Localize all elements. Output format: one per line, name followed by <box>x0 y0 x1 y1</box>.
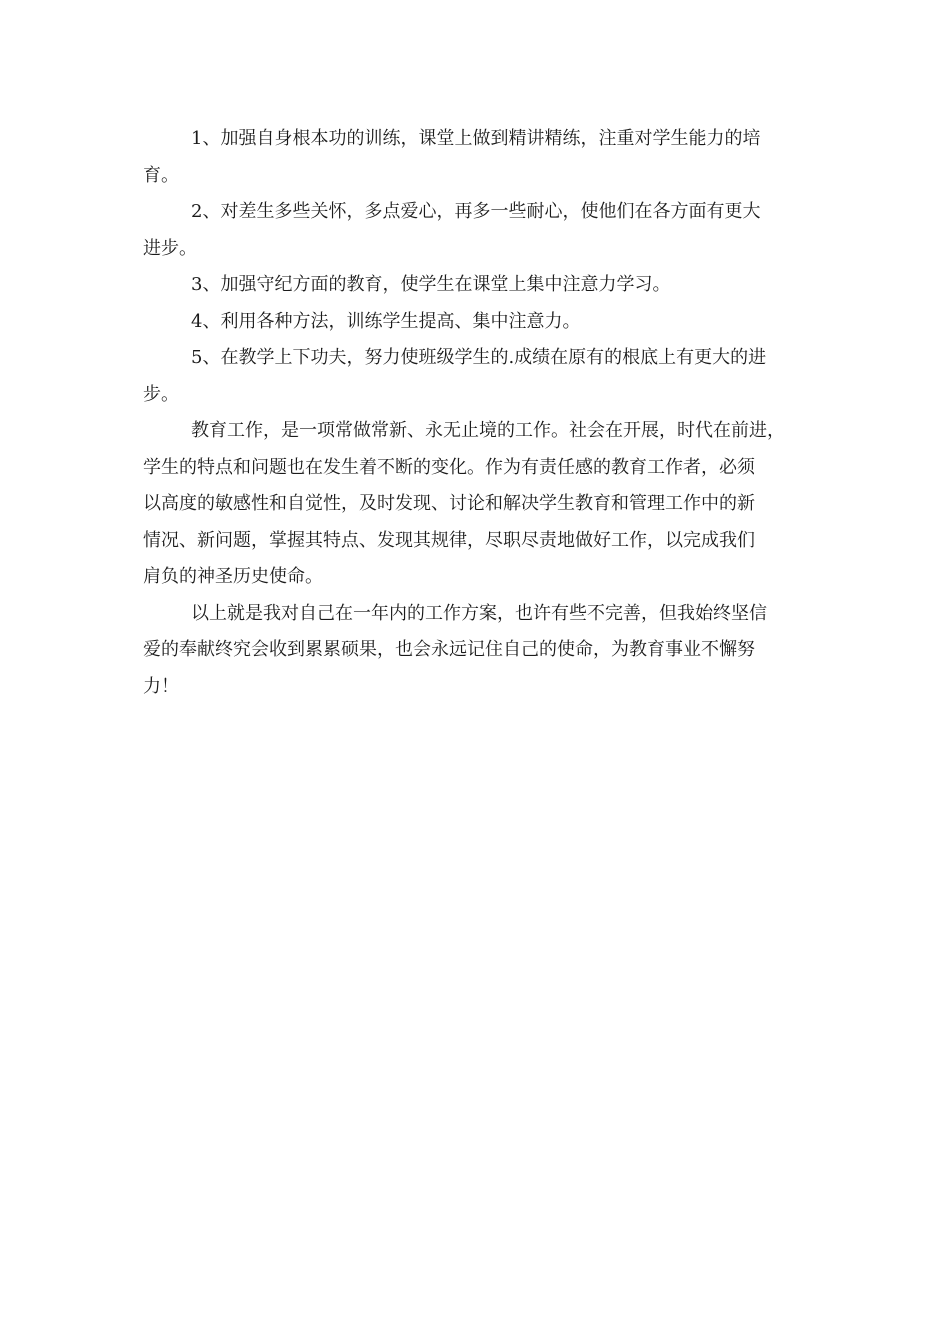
paragraph-conclusion <box>143 596 808 706</box>
paragraph-line: 学生的特点和问题也在发生着不断的变化。作为有责任感的教育工作者，必须 <box>143 456 755 478</box>
paragraph-line: 2、对差生多些关怀，多点爱心，再多一些耐心，使他们在各方面有更大 <box>191 201 761 222</box>
paragraph-line: 4、利用各种方法，训练学生提高、集中注意力。 <box>191 310 581 332</box>
paragraph-item-2 <box>143 194 808 267</box>
paragraph-item-3 <box>143 267 808 304</box>
paragraph-line: 以高度的敏感性和自觉性，及时发现、讨论和解决学生教育和管理工作中的新 <box>143 493 755 514</box>
paragraph-education-work <box>143 413 808 596</box>
paragraph-line: 教育工作，是一项常做常新、永无止境的工作。社会在开展，时代在前进， <box>191 420 785 441</box>
document-body <box>143 121 808 705</box>
paragraph-line: 3、加强守纪方面的教育，使学生在课堂上集中注意力学习。 <box>191 274 671 295</box>
paragraph-line: 5、在教学上下功夫，努力使班级学生的.成绩在原有的根底上有更大的进 <box>191 347 767 368</box>
paragraph-line: 爱的奉献终究会收到累累硕果，也会永远记住自己的使命，为教育事业不懈努 <box>143 639 755 660</box>
paragraph-line: 1、加强自身根本功的训练，课堂上做到精讲精练，注重对学生能力的培 <box>191 128 761 149</box>
paragraph-line: 育。 <box>143 164 179 186</box>
paragraph-line: 力！ <box>143 675 179 697</box>
paragraph-item-4 <box>143 304 808 341</box>
paragraph-line: 进步。 <box>143 237 197 259</box>
paragraph-item-5 <box>143 340 808 413</box>
paragraph-line: 肩负的神圣历史使命。 <box>143 566 323 587</box>
paragraph-item-1 <box>143 121 808 194</box>
paragraph-line: 步。 <box>143 383 179 405</box>
paragraph-line: 以上就是我对自己在一年内的工作方案，也许有些不完善，但我始终坚信 <box>191 602 767 624</box>
paragraph-line: 情况、新问题，掌握其特点、发现其规律，尽职尽责地做好工作，以完成我们 <box>143 529 755 551</box>
